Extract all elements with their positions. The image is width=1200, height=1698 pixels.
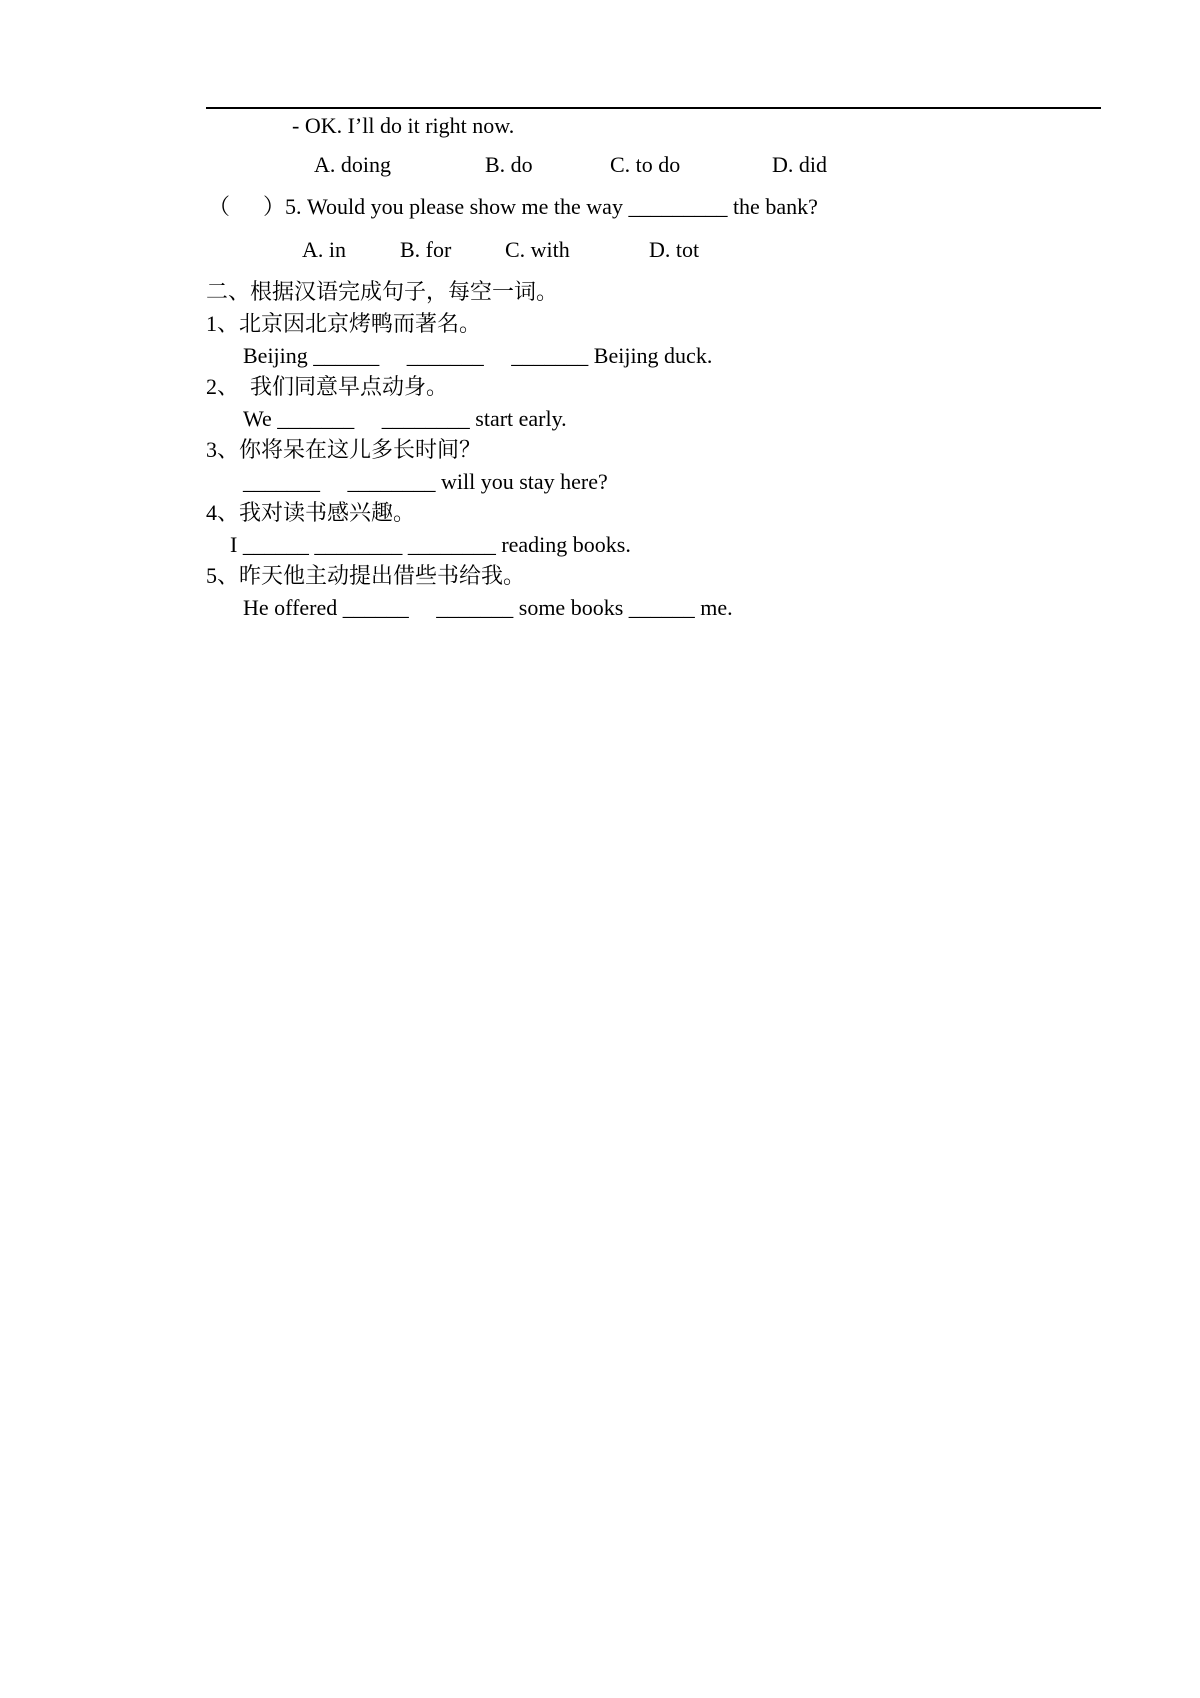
option-b: B. do	[485, 152, 533, 177]
item-4-chinese: 4、我对读书感兴趣。	[206, 500, 416, 525]
item-5-english: He offered ______ _______ some books ______ me.	[243, 595, 733, 620]
item-5-chinese: 5、昨天他主动提出借些书给我。	[206, 563, 526, 588]
question-4-response: - OK. I’ll do it right now.	[292, 113, 515, 138]
item-3-chinese: 3、你将呆在这儿多长时间？	[206, 437, 482, 462]
item-4-english: I ______ ________ ________ reading books.	[230, 532, 631, 557]
header-rule	[206, 107, 1101, 109]
option-a: A. in	[302, 237, 346, 262]
section-2-heading: 二、根据汉语完成句子，每空一词。	[206, 279, 559, 304]
option-c: C. to do	[610, 152, 681, 177]
option-d: D. did	[772, 152, 827, 177]
item-3-english: _______ ________ will you stay here?	[243, 469, 608, 494]
option-a: A. doing	[314, 152, 391, 177]
item-1-english: Beijing ______ _______ _______ Beijing duck.	[243, 343, 713, 368]
item-2-chinese: 2、 我们同意早点动身。	[206, 374, 449, 399]
item-2-english: We _______ ________ start early.	[243, 406, 567, 431]
question-5: （ ）5. Would you please show me the way _________ the bank?	[208, 194, 818, 219]
option-b: B. for	[400, 237, 452, 262]
item-1-chinese: 1、北京因北京烤鸭而著名。	[206, 311, 482, 336]
option-c: C. with	[505, 237, 570, 262]
option-d: D. tot	[649, 237, 700, 262]
